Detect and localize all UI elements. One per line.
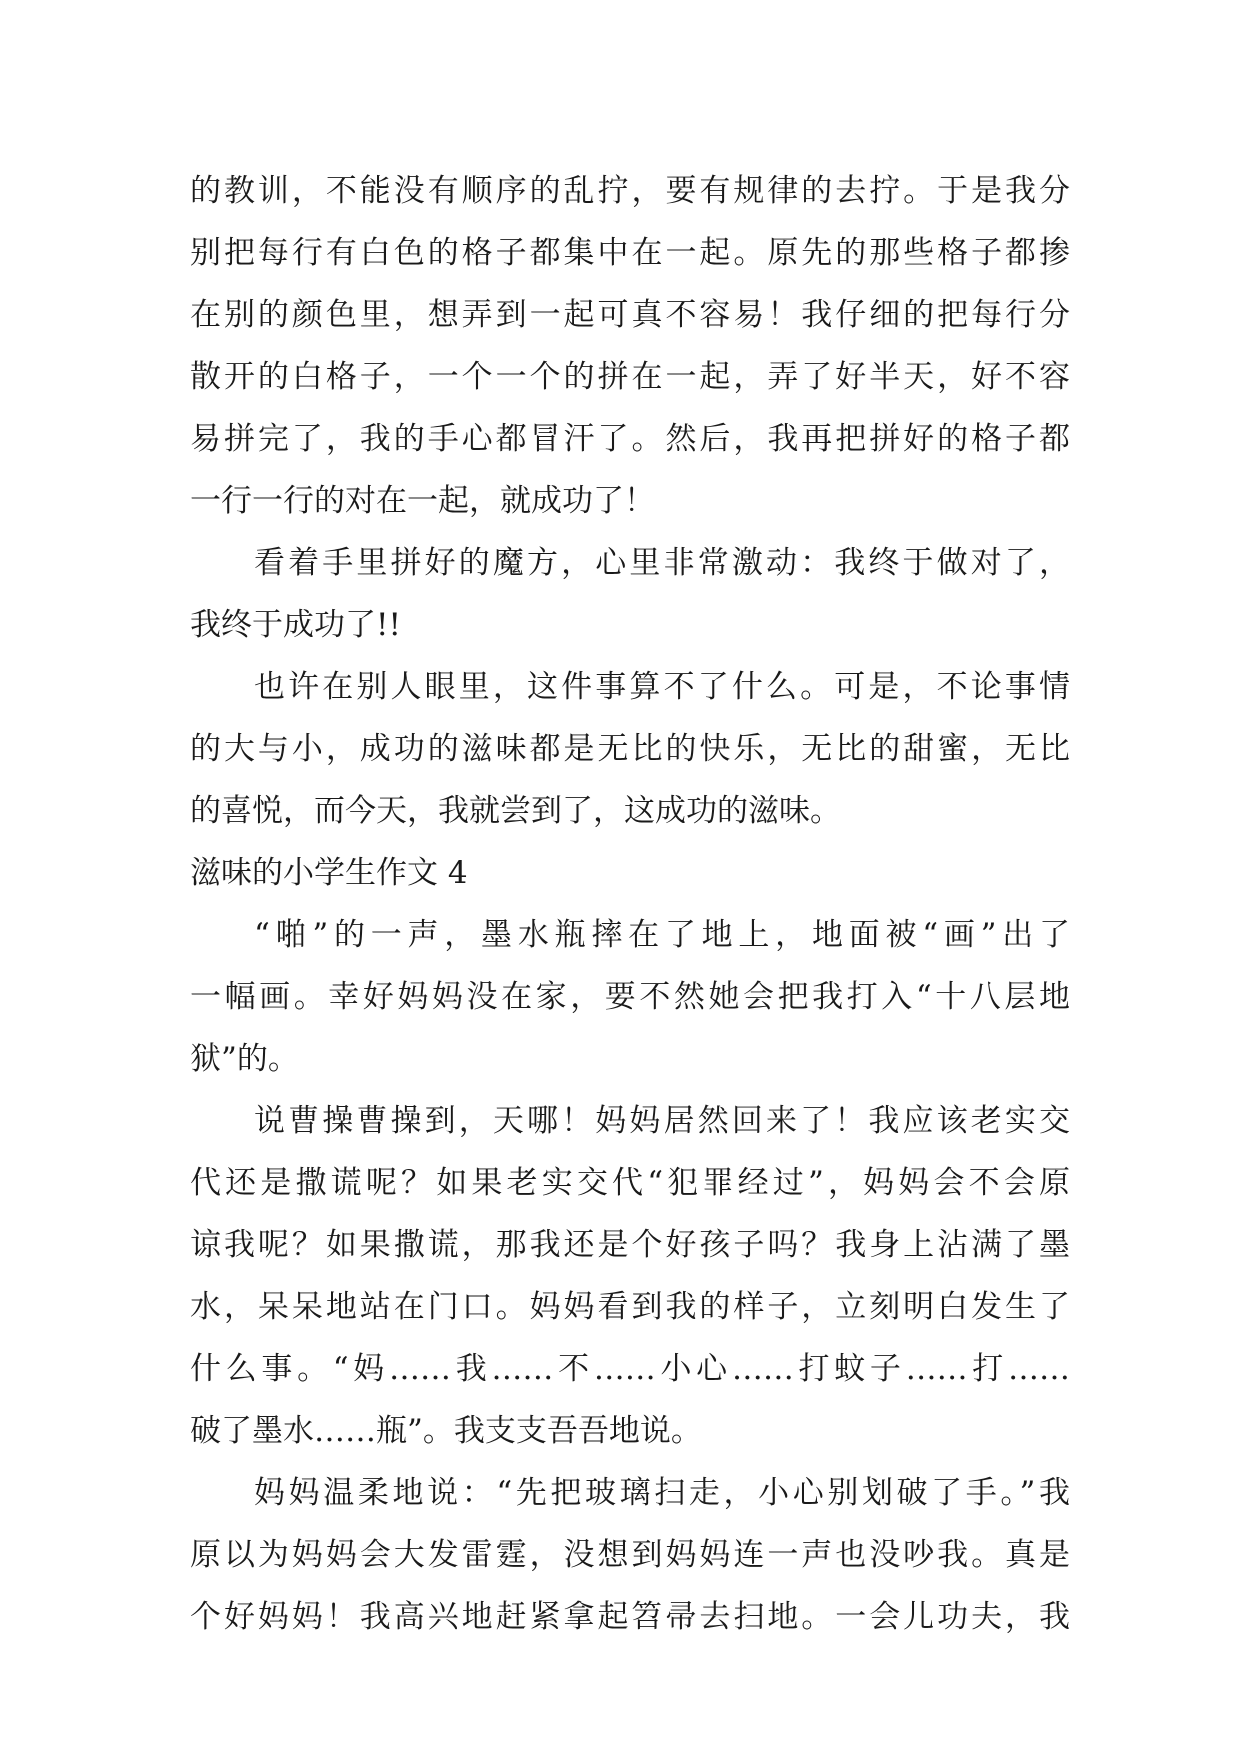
text-line: 的喜悦，而今天，我就尝到了，这成功的滋味。	[190, 793, 841, 829]
text-line: 别把每行有白色的格子都集中在一起。原先的那些格子都掺	[190, 235, 1070, 271]
text-line: 个好妈妈！我高兴地赶紧拿起笤帚去扫地。一会儿功夫，我	[190, 1599, 1070, 1635]
text-line: 一幅画。幸好妈妈没在家，要不然她会把我打入“十八层地	[190, 979, 1070, 1015]
text-line: 易拼完了，我的手心都冒汗了。然后，我再把拼好的格子都	[190, 421, 1070, 457]
text-line: 一行一行的对在一起，就成功了！	[190, 483, 655, 519]
text-line: 谅我呢？如果撒谎，那我还是个好孩子吗？我身上沾满了墨	[190, 1227, 1070, 1263]
paragraph-3	[190, 656, 1070, 842]
text-line: 原以为妈妈会大发雷霆，没想到妈妈连一声也没吵我。真是	[190, 1537, 1070, 1573]
paragraph-4	[190, 904, 1070, 1090]
text-line: 的大与小，成功的滋味都是无比的快乐，无比的甜蜜，无比	[190, 731, 1070, 767]
paragraph-2	[190, 532, 1070, 656]
text-line: 破了墨水……瓶”。我支支吾吾地说。	[190, 1413, 702, 1449]
text-line: 水，呆呆地站在门口。妈妈看到我的样子，立刻明白发生了	[190, 1289, 1070, 1325]
text-line: 的教训，不能没有顺序的乱拧，要有规律的去拧。于是我分	[190, 173, 1070, 209]
text-line: 散开的白格子，一个一个的拼在一起，弄了好半天，好不容	[190, 359, 1070, 395]
text-line: “啪”的一声，墨水瓶摔在了地上，地面被“画”出了	[254, 917, 1070, 953]
text-line: 什么事。“妈……我……不……小心……打蚊子……打……	[190, 1351, 1070, 1387]
text-line: 也许在别人眼里，这件事算不了什么。可是，不论事情	[254, 669, 1070, 705]
text-line: 妈妈温柔地说：“先把玻璃扫走，小心别划破了手。”我	[254, 1475, 1070, 1511]
paragraph-5	[190, 1090, 1070, 1462]
text-line: 看着手里拼好的魔方，心里非常激动：我终于做对了，	[254, 545, 1070, 581]
text-line: 说曹操曹操到，天哪！妈妈居然回来了！我应该老实交	[254, 1103, 1070, 1139]
essay-body	[190, 160, 1070, 1648]
text-line: 代还是撒谎呢？如果老实交代“犯罪经过”，妈妈会不会原	[190, 1165, 1070, 1201]
paragraph-1	[190, 160, 1070, 532]
paragraph-6	[190, 1462, 1070, 1648]
text-line: 我终于成功了!!	[190, 607, 401, 643]
section-heading: 滋味的小学生作文 4	[190, 855, 468, 891]
text-line: 在别的颜色里，想弄到一起可真不容易！我仔细的把每行分	[190, 297, 1070, 333]
text-line: 狱”的。	[190, 1041, 299, 1077]
